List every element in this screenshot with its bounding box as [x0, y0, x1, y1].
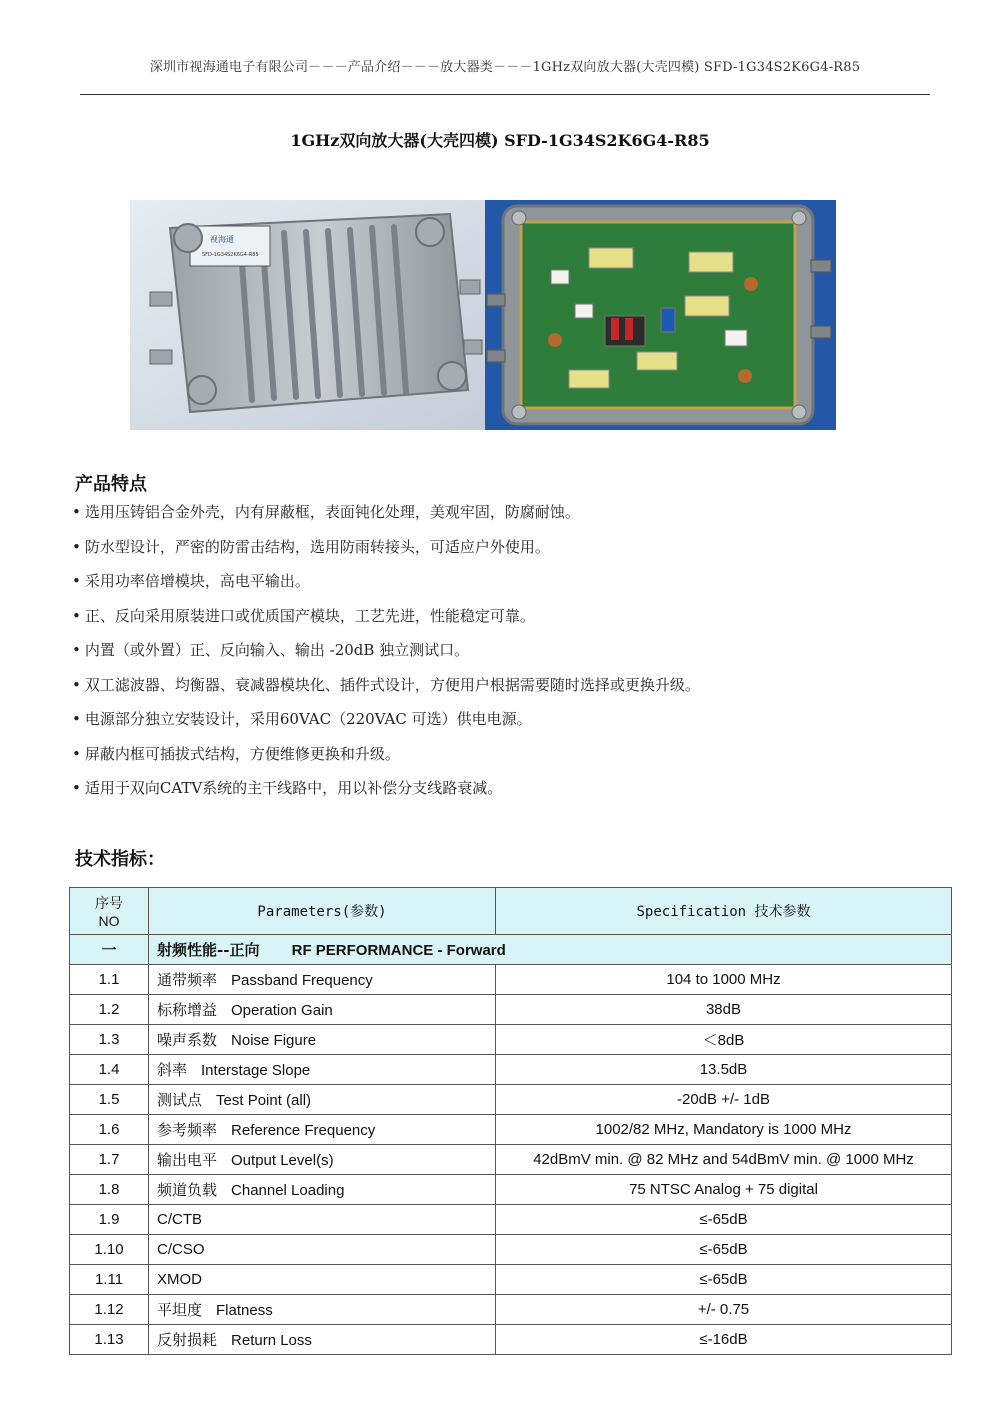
- section-label-zh: 射频性能--正向: [157, 941, 260, 959]
- section-no: 一: [70, 935, 149, 965]
- parameter-name-en: Interstage Slope: [201, 1062, 311, 1079]
- row-parameter: [149, 1265, 496, 1295]
- parameter-name-en: Reference Frequency: [231, 1122, 376, 1139]
- feature-item: • 正、反向采用原装进口或优质国产模块，工艺先进，性能稳定可靠。: [72, 604, 952, 639]
- section-label-en: RF PERFORMANCE - Forward: [291, 942, 506, 959]
- row-parameter: [149, 1025, 496, 1055]
- parameter-name-zh: 测试点: [157, 1091, 203, 1109]
- parameter-name-zh: 平坦度: [157, 1301, 203, 1319]
- header-spec-cell: Specification 技术参数: [496, 888, 952, 935]
- row-specification: ≤-65dB: [496, 1235, 952, 1265]
- table-row: [70, 1205, 952, 1235]
- feature-item: • 屏蔽内框可插拔式结构，方便维修更换和升级。: [72, 742, 952, 777]
- feature-item: • 选用压铸铝合金外壳，内有屏蔽框，表面钝化处理，美观牢固，防腐耐蚀。: [72, 500, 952, 535]
- table-row: [70, 1295, 952, 1325]
- section-label-cell: [149, 935, 952, 965]
- row-number: 1.10: [70, 1235, 149, 1265]
- header-no-cell: [70, 888, 149, 935]
- parameter-name-en: Flatness: [216, 1302, 273, 1319]
- row-number: 1.4: [70, 1055, 149, 1085]
- row-specification: 13.5dB: [496, 1055, 952, 1085]
- row-specification: 104 to 1000 MHz: [496, 965, 952, 995]
- parameter-name-en: Noise Figure: [231, 1032, 317, 1049]
- table-row: [70, 1085, 952, 1115]
- row-number: 1.8: [70, 1175, 149, 1205]
- row-specification: -20dB +/- 1dB: [496, 1085, 952, 1115]
- row-number: 1.7: [70, 1145, 149, 1175]
- row-parameter: [149, 1085, 496, 1115]
- row-parameter: [149, 1235, 496, 1265]
- header-divider: [80, 94, 930, 95]
- row-number: 1.9: [70, 1205, 149, 1235]
- parameter-name-zh: 频道负载: [157, 1181, 218, 1199]
- feature-item: • 采用功率倍增模块，高电平输出。: [72, 569, 952, 604]
- row-number: 1.12: [70, 1295, 149, 1325]
- table-row: [70, 1235, 952, 1265]
- row-number: 1.11: [70, 1265, 149, 1295]
- parameter-name-zh: 噪声系数: [157, 1031, 218, 1049]
- row-parameter: [149, 1145, 496, 1175]
- parameter-name-zh: 通带频率: [157, 971, 218, 989]
- row-number: 1.3: [70, 1025, 149, 1055]
- feature-item: • 防水型设计，严密的防雷击结构，选用防雨转接头，可适应户外使用。: [72, 535, 952, 570]
- page-title: 1GHz双向放大器(大壳四模) SFD-1G34S2K6G4-R85: [290, 131, 710, 150]
- product-photos: [130, 200, 836, 430]
- row-specification: 38dB: [496, 995, 952, 1025]
- table-row: [70, 965, 952, 995]
- feature-item: • 双工滤波器、均衡器、衰减器模块化、插件式设计，方便用户根据需要随时选择或更换升级。: [72, 673, 952, 708]
- parameter-name-en: C/CSO: [157, 1241, 205, 1258]
- row-parameter: [149, 1295, 496, 1325]
- row-specification: +/- 0.75: [496, 1295, 952, 1325]
- parameter-name-zh: 斜率: [157, 1061, 188, 1079]
- row-parameter: [149, 1205, 496, 1235]
- row-parameter: [149, 1115, 496, 1145]
- parameter-name-en: Operation Gain: [231, 1002, 333, 1019]
- parameter-name-zh: 参考频率: [157, 1121, 218, 1139]
- spec-table-header: [70, 888, 952, 935]
- spec-rows: [70, 965, 952, 1355]
- row-specification: ≤-65dB: [496, 1205, 952, 1235]
- header-no-en: NO: [98, 913, 120, 929]
- row-parameter: [149, 995, 496, 1025]
- row-specification: ＜8dB: [496, 1025, 952, 1055]
- row-parameter: [149, 1325, 496, 1355]
- row-specification: 75 NTSC Analog + 75 digital: [496, 1175, 952, 1205]
- row-number: 1.2: [70, 995, 149, 1025]
- housing-brand-label: 视海通: [210, 235, 234, 244]
- row-specification: 42dBmV min. @ 82 MHz and 54dBmV min. @ 1000 MHz: [496, 1145, 952, 1175]
- parameter-name-en: Test Point (all): [216, 1092, 312, 1109]
- row-parameter: [149, 1055, 496, 1085]
- header-param-cell: Parameters(参数): [149, 888, 496, 935]
- page-header-breadcrumb: 深圳市视海通电子有限公司－－－产品介绍－－－放大器类－－－1GHz双向放大器(大壳四模) SFD-1G34S2K6G4-R85: [149, 60, 861, 75]
- row-specification: 1002/82 MHz, Mandatory is 1000 MHz: [496, 1115, 952, 1145]
- housing-model-label: SFD-1G34S2K6G4-R85: [202, 252, 259, 258]
- parameter-name-en: Channel Loading: [231, 1182, 345, 1199]
- parameter-name-en: XMOD: [157, 1271, 202, 1288]
- table-row: [70, 1175, 952, 1205]
- table-row: [70, 1265, 952, 1295]
- row-parameter: [149, 965, 496, 995]
- spec-section-row: [70, 935, 952, 965]
- parameter-name-zh: 标称增益: [157, 1001, 218, 1019]
- row-number: 1.13: [70, 1325, 149, 1355]
- parameter-name-en: Return Loss: [231, 1332, 312, 1349]
- parameter-name-en: Output Level(s): [231, 1152, 334, 1169]
- table-row: [70, 1145, 952, 1175]
- row-specification: ≤-16dB: [496, 1325, 952, 1355]
- header-no-zh: 序号: [95, 896, 123, 912]
- parameter-name-en: C/CTB: [157, 1211, 202, 1228]
- spec-table: [69, 887, 952, 1355]
- row-parameter: [149, 1175, 496, 1205]
- parameter-name-en: Passband Frequency: [231, 972, 373, 989]
- row-number: 1.5: [70, 1085, 149, 1115]
- features-list: [72, 500, 952, 811]
- features-heading: 产品特点: [75, 474, 147, 495]
- housing-exterior-photo: [130, 200, 485, 430]
- housing-interior-photo: [485, 200, 836, 430]
- row-specification: ≤-65dB: [496, 1265, 952, 1295]
- feature-item: • 内置（或外置）正、反向输入、输出 -20dB 独立测试口。: [72, 638, 952, 673]
- specs-heading: 技术指标：: [75, 849, 165, 870]
- table-row: [70, 1115, 952, 1145]
- row-number: 1.6: [70, 1115, 149, 1145]
- feature-item: • 电源部分独立安装设计，采用60VAC（220VAC 可选）供电电源。: [72, 707, 952, 742]
- table-row: [70, 1055, 952, 1085]
- row-number: 1.1: [70, 965, 149, 995]
- table-row: [70, 995, 952, 1025]
- parameter-name-zh: 输出电平: [157, 1151, 218, 1169]
- table-row: [70, 1025, 952, 1055]
- table-row: [70, 1325, 952, 1355]
- feature-item: • 适用于双向CATV系统的主干线路中，用以补偿分支线路衰减。: [72, 776, 952, 811]
- parameter-name-zh: 反射损耗: [157, 1331, 218, 1349]
